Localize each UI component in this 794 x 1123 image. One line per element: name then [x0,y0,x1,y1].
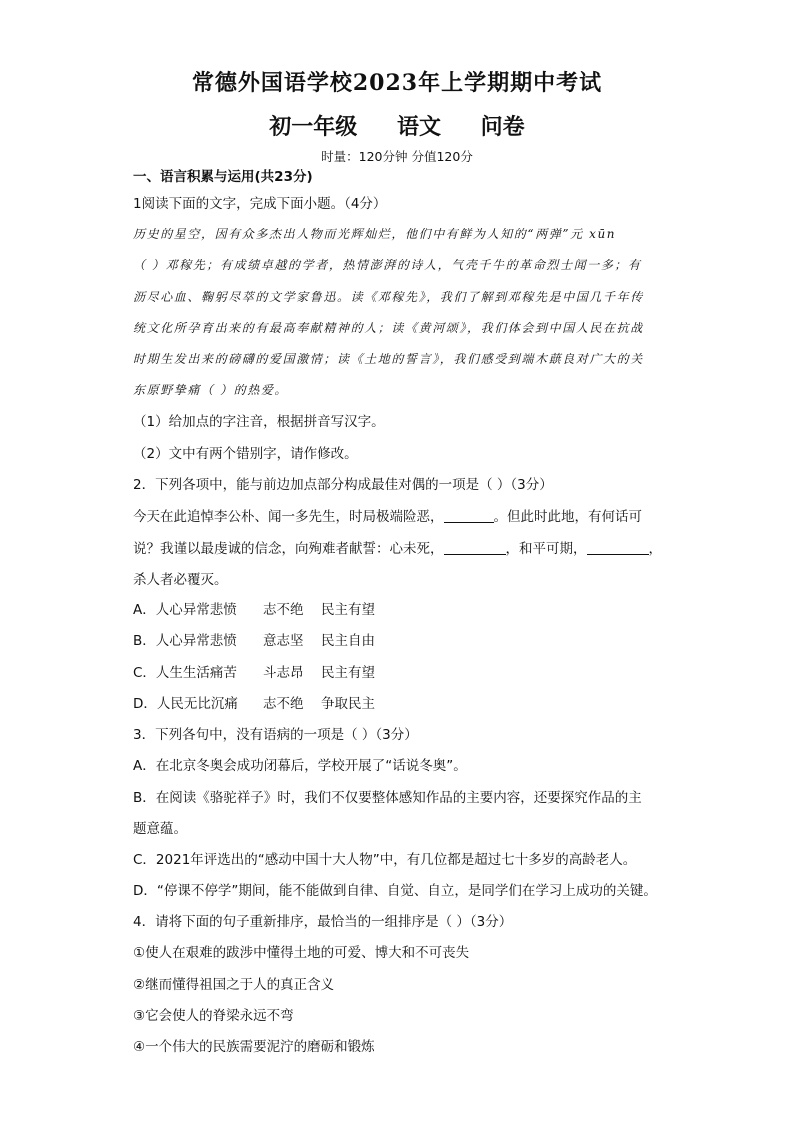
q2-option: C．人生生活痛苦 斗志昂 民主有望 [133,665,375,681]
q1-stem: 1阅读下面的文字，完成下面小题。（4分） [133,196,387,212]
q2-text-line: 今天在此追悼李公朴、闻一多先生，时局极端险恶， 。但此时此地，有何话可 [133,509,642,525]
answer-blank [444,508,494,523]
grade-label: 初一年级 [269,114,358,140]
answer-blank [587,540,649,555]
q4-item: ①使人在艰难的跋涉中懂得土地的可爱、博大和不可丧失 [133,945,470,961]
q3-option: C．2021年评选出的“感动中国十大人物”中，有几位都是超过七十多岁的高龄老人。 [133,852,637,868]
q4-item: ②继而懂得祖国之于人的真正含义 [133,977,335,993]
exam-meta: 时量：120分钟 分值120分 [321,149,473,164]
answer-blank [444,540,506,555]
q2-option: A．人心异常悲愤 志不绝 民主有望 [133,602,375,618]
q3-option: D．“停课不停学”期间，能不能做到自律、自觉、自立，是同学们在学习上成功的关键。 [133,883,657,899]
q4-item: ③它会使人的脊梁永远不弯 [133,1008,294,1024]
q1-passage-line: 沥尽心血、鞠躬尽萃的文学家鲁迅。读《邓稼先》，我们了解到邓稼先是中国几千年传 [133,290,644,304]
q3-option-continued: 题意蕴。 [133,821,187,837]
exam-subtitle [0,110,794,141]
paper-label: 问卷 [480,114,525,140]
q2-stem: 2．下列各项中，能与前边加点部分构成最佳对偶的一项是（ ）（3分） [133,477,553,493]
q1-sub1: （1）给加点的字注音，根据拼音写汉字。 [133,414,385,430]
q2-text-line: 杀人者必覆灭。 [133,572,228,588]
subject-label: 语文 [396,114,441,140]
q2-text-line: 说？我谨以最虔诚的信念，向殉难者献誓：心未死， ，和平可期， ， [133,541,662,557]
q3-option: B．在阅读《骆驼祥子》时，我们不仅要整体感知作品的主要内容，还要探究作品的主 [133,790,642,806]
q4-stem: 4．请将下面的句子重新排序，最恰当的一组排序是（ ）（3分） [133,914,513,930]
q4-item: ④一个伟大的民族需要泥泞的磨砺和锻炼 [133,1039,375,1055]
q1-passage-line: 东原野挚痛（ ）的热爱。 [133,383,289,397]
q3-stem: 3．下列各句中，没有语病的一项是（ ）（3分） [133,727,418,743]
exam-title: 常德外国语学校2023年上学期期中考试 [191,70,603,96]
q2-option: B．人心异常悲愤 意志坚 民主自由 [133,633,375,649]
q1-sub2: （2）文中有两个错别字，请作修改。 [133,446,358,462]
section-heading: 一、语言积累与运用(共23分) [133,169,313,185]
q1-passage-line: 统文化所孕育出来的有最高奉献精神的人；读《黄河颂》，我们体会到中国人民在抗战 [133,321,644,335]
q1-passage-line: 时期生发出来的磅礴的爱国激情；读《土地的誓言》，我们感受到端木蕻良对广大的关 [133,352,644,366]
q3-option: A．在北京冬奥会成功闭幕后，学校开展了“话说冬奥”。 [133,758,467,774]
q1-passage-line: 历史的星空，因有众多杰出人物而光辉灿烂，他们中有鲜为人知的“两弹”元 xūn [133,227,617,241]
q2-option: D．人民无比沉痛 志不绝 争取民主 [133,696,375,712]
q1-passage-line: （ ）邓稼先；有成绩卓越的学者，热情澎湃的诗人，气壳千牛的革命烈士闻一多；有 [133,258,642,272]
